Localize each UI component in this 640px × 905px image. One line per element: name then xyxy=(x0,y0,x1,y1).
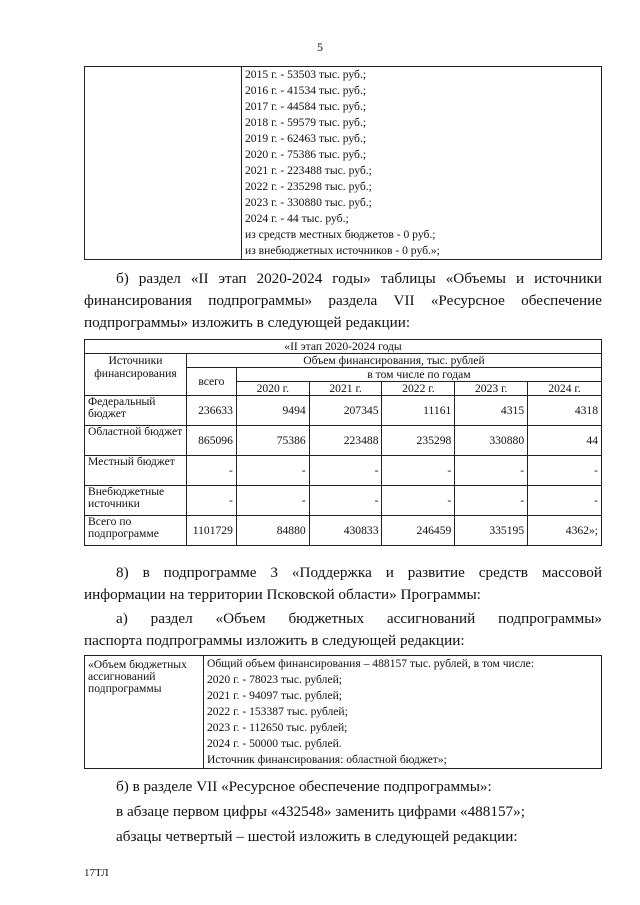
value-cell: 4318 xyxy=(528,396,602,426)
closing-paragraphs xyxy=(84,776,602,848)
value-cell: 223488 xyxy=(309,426,382,456)
value-cell: - xyxy=(236,486,309,516)
value-cell: - xyxy=(528,486,602,516)
value-cell: 9494 xyxy=(236,396,309,426)
page-number: 5 xyxy=(317,40,323,54)
table-row xyxy=(85,396,602,426)
value-cell: 44 xyxy=(528,426,602,456)
value-cell: 11161 xyxy=(382,396,455,426)
source-name: Федеральный бюджет xyxy=(85,396,187,426)
paragraph-replace-figures: в абзаце первом цифры «432548» заменить цифрами «488157»; xyxy=(116,803,525,820)
funding-line: 2017 г. - 44584 тыс. руб.; xyxy=(245,100,367,113)
table-row xyxy=(85,456,602,486)
funding-line: 2021 г. - 223488 тыс. руб.; xyxy=(245,164,372,177)
funding-continuation-table xyxy=(84,66,602,260)
total-cell: 236633 xyxy=(186,396,236,426)
passport-content xyxy=(204,656,602,769)
total-cell: - xyxy=(186,486,236,516)
total-cell: 865096 xyxy=(186,426,236,456)
funding-line: из внебюджетных источников - 0 руб.»; xyxy=(245,244,440,257)
value-cell: 235298 xyxy=(382,426,455,456)
value-cell: 246459 xyxy=(382,516,455,546)
year-header: 2020 г. xyxy=(236,382,309,396)
passport-line: 2024 г. - 50000 тыс. рублей. xyxy=(207,737,342,750)
table-row xyxy=(85,516,602,546)
funding-line: 2023 г. - 330880 тыс. руб.; xyxy=(245,196,372,209)
paragraph-line: информации на территории Псковской области» Программы: xyxy=(84,586,481,603)
value-cell: 207345 xyxy=(309,396,382,426)
paragraph-line: а) раздел «Объем бюджетных ассигнований подпрограммы» xyxy=(116,610,602,627)
funding-line: 2022 г. - 235298 тыс. руб.; xyxy=(245,180,372,193)
value-cell: 430833 xyxy=(309,516,382,546)
paragraph-line: б) раздел «II этап 2020-2024 годы» таблицы «Объемы и источники xyxy=(116,270,602,287)
passport-line: Общий объем финансирования – 488157 тыс. рублей, в том числе: xyxy=(207,657,535,670)
empty-label-cell xyxy=(85,67,242,260)
value-cell: - xyxy=(382,486,455,516)
passport-line: Источник финансирования: областной бюджет»; xyxy=(207,753,447,766)
source-name: Внебюджетные источники xyxy=(85,486,187,516)
paragraph-line: паспорта подпрограммы изложить в следующей редакции: xyxy=(84,632,465,649)
source-name: Областной бюджет xyxy=(85,426,187,456)
volume-header: Объем финансирования, тыс. рублей xyxy=(186,354,601,368)
paragraph-8-subprogram-3 xyxy=(84,562,602,606)
funding-years-cell xyxy=(242,67,602,260)
value-cell: - xyxy=(455,456,528,486)
total-cell: 1101729 xyxy=(186,516,236,546)
passport-table xyxy=(84,655,602,769)
value-cell: 4362»; xyxy=(528,516,602,546)
financing-table xyxy=(84,339,602,546)
paragraph-line: подпрограммы» изложить в следующей редакции: xyxy=(84,314,411,331)
value-cell: 75386 xyxy=(236,426,309,456)
passport-line: 2021 г. - 94097 тыс. рублей; xyxy=(207,689,343,702)
value-cell: 84880 xyxy=(236,516,309,546)
funding-line: из средств местных бюджетов - 0 руб.; xyxy=(245,228,436,241)
funding-line: 2020 г. - 75386 тыс. руб.; xyxy=(245,148,367,161)
value-cell: 4315 xyxy=(455,396,528,426)
document-code: 17ТЛ xyxy=(84,867,109,879)
passport-label: «Объем бюджетных ассигнований подпрограммы xyxy=(85,656,204,769)
paragraph-line: финансирования подпрограммы» раздела VII «Ресурсное обеспечение xyxy=(84,292,602,309)
table-title: «II этап 2020-2024 годы xyxy=(85,340,602,354)
year-header: 2024 г. xyxy=(528,382,602,396)
funding-line: 2015 г. - 53503 тыс. руб.; xyxy=(245,68,367,81)
paragraph-a-budget-section xyxy=(84,608,602,652)
paragraph-b-section-ii xyxy=(84,268,602,334)
year-header: 2022 г. xyxy=(382,382,455,396)
funding-line: 2016 г. - 41534 тыс. руб.; xyxy=(245,84,367,97)
year-header: 2021 г. xyxy=(309,382,382,396)
funding-line: 2019 г. - 62463 тыс. руб.; xyxy=(245,132,367,145)
value-cell: - xyxy=(309,456,382,486)
value-cell: - xyxy=(382,456,455,486)
funding-line: 2018 г. - 59579 тыс. руб.; xyxy=(245,116,367,129)
sources-header: Источники финансирования xyxy=(85,354,187,396)
value-cell: 330880 xyxy=(455,426,528,456)
value-cell: 335195 xyxy=(455,516,528,546)
total-header: всего xyxy=(186,368,236,396)
table-row xyxy=(85,486,602,516)
year-header: 2023 г. xyxy=(455,382,528,396)
funding-line: 2024 г. - 44 тыс. руб.; xyxy=(245,212,349,225)
passport-line: 2022 г. - 153387 тыс. рублей; xyxy=(207,705,348,718)
table-row xyxy=(85,426,602,456)
paragraph-b-section-vii: б) в разделе VII «Ресурсное обеспечение подпрограммы»: xyxy=(116,778,492,795)
paragraph-line: 8) в подпрограмме 3 «Поддержка и развитие средств массовой xyxy=(116,564,602,581)
value-cell: - xyxy=(309,486,382,516)
source-name: Местный бюджет xyxy=(85,456,187,486)
total-cell: - xyxy=(186,456,236,486)
passport-line: 2020 г. - 78023 тыс. рублей; xyxy=(207,673,343,686)
value-cell: - xyxy=(528,456,602,486)
value-cell: - xyxy=(455,486,528,516)
source-name: Всего по подпрограмме xyxy=(85,516,187,546)
passport-line: 2023 г. - 112650 тыс. рублей; xyxy=(207,721,348,734)
value-cell: - xyxy=(236,456,309,486)
paragraph-new-wording: абзацы четвертый – шестой изложить в следующей редакции: xyxy=(116,828,518,845)
by-year-header: в том числе по годам xyxy=(236,368,601,382)
